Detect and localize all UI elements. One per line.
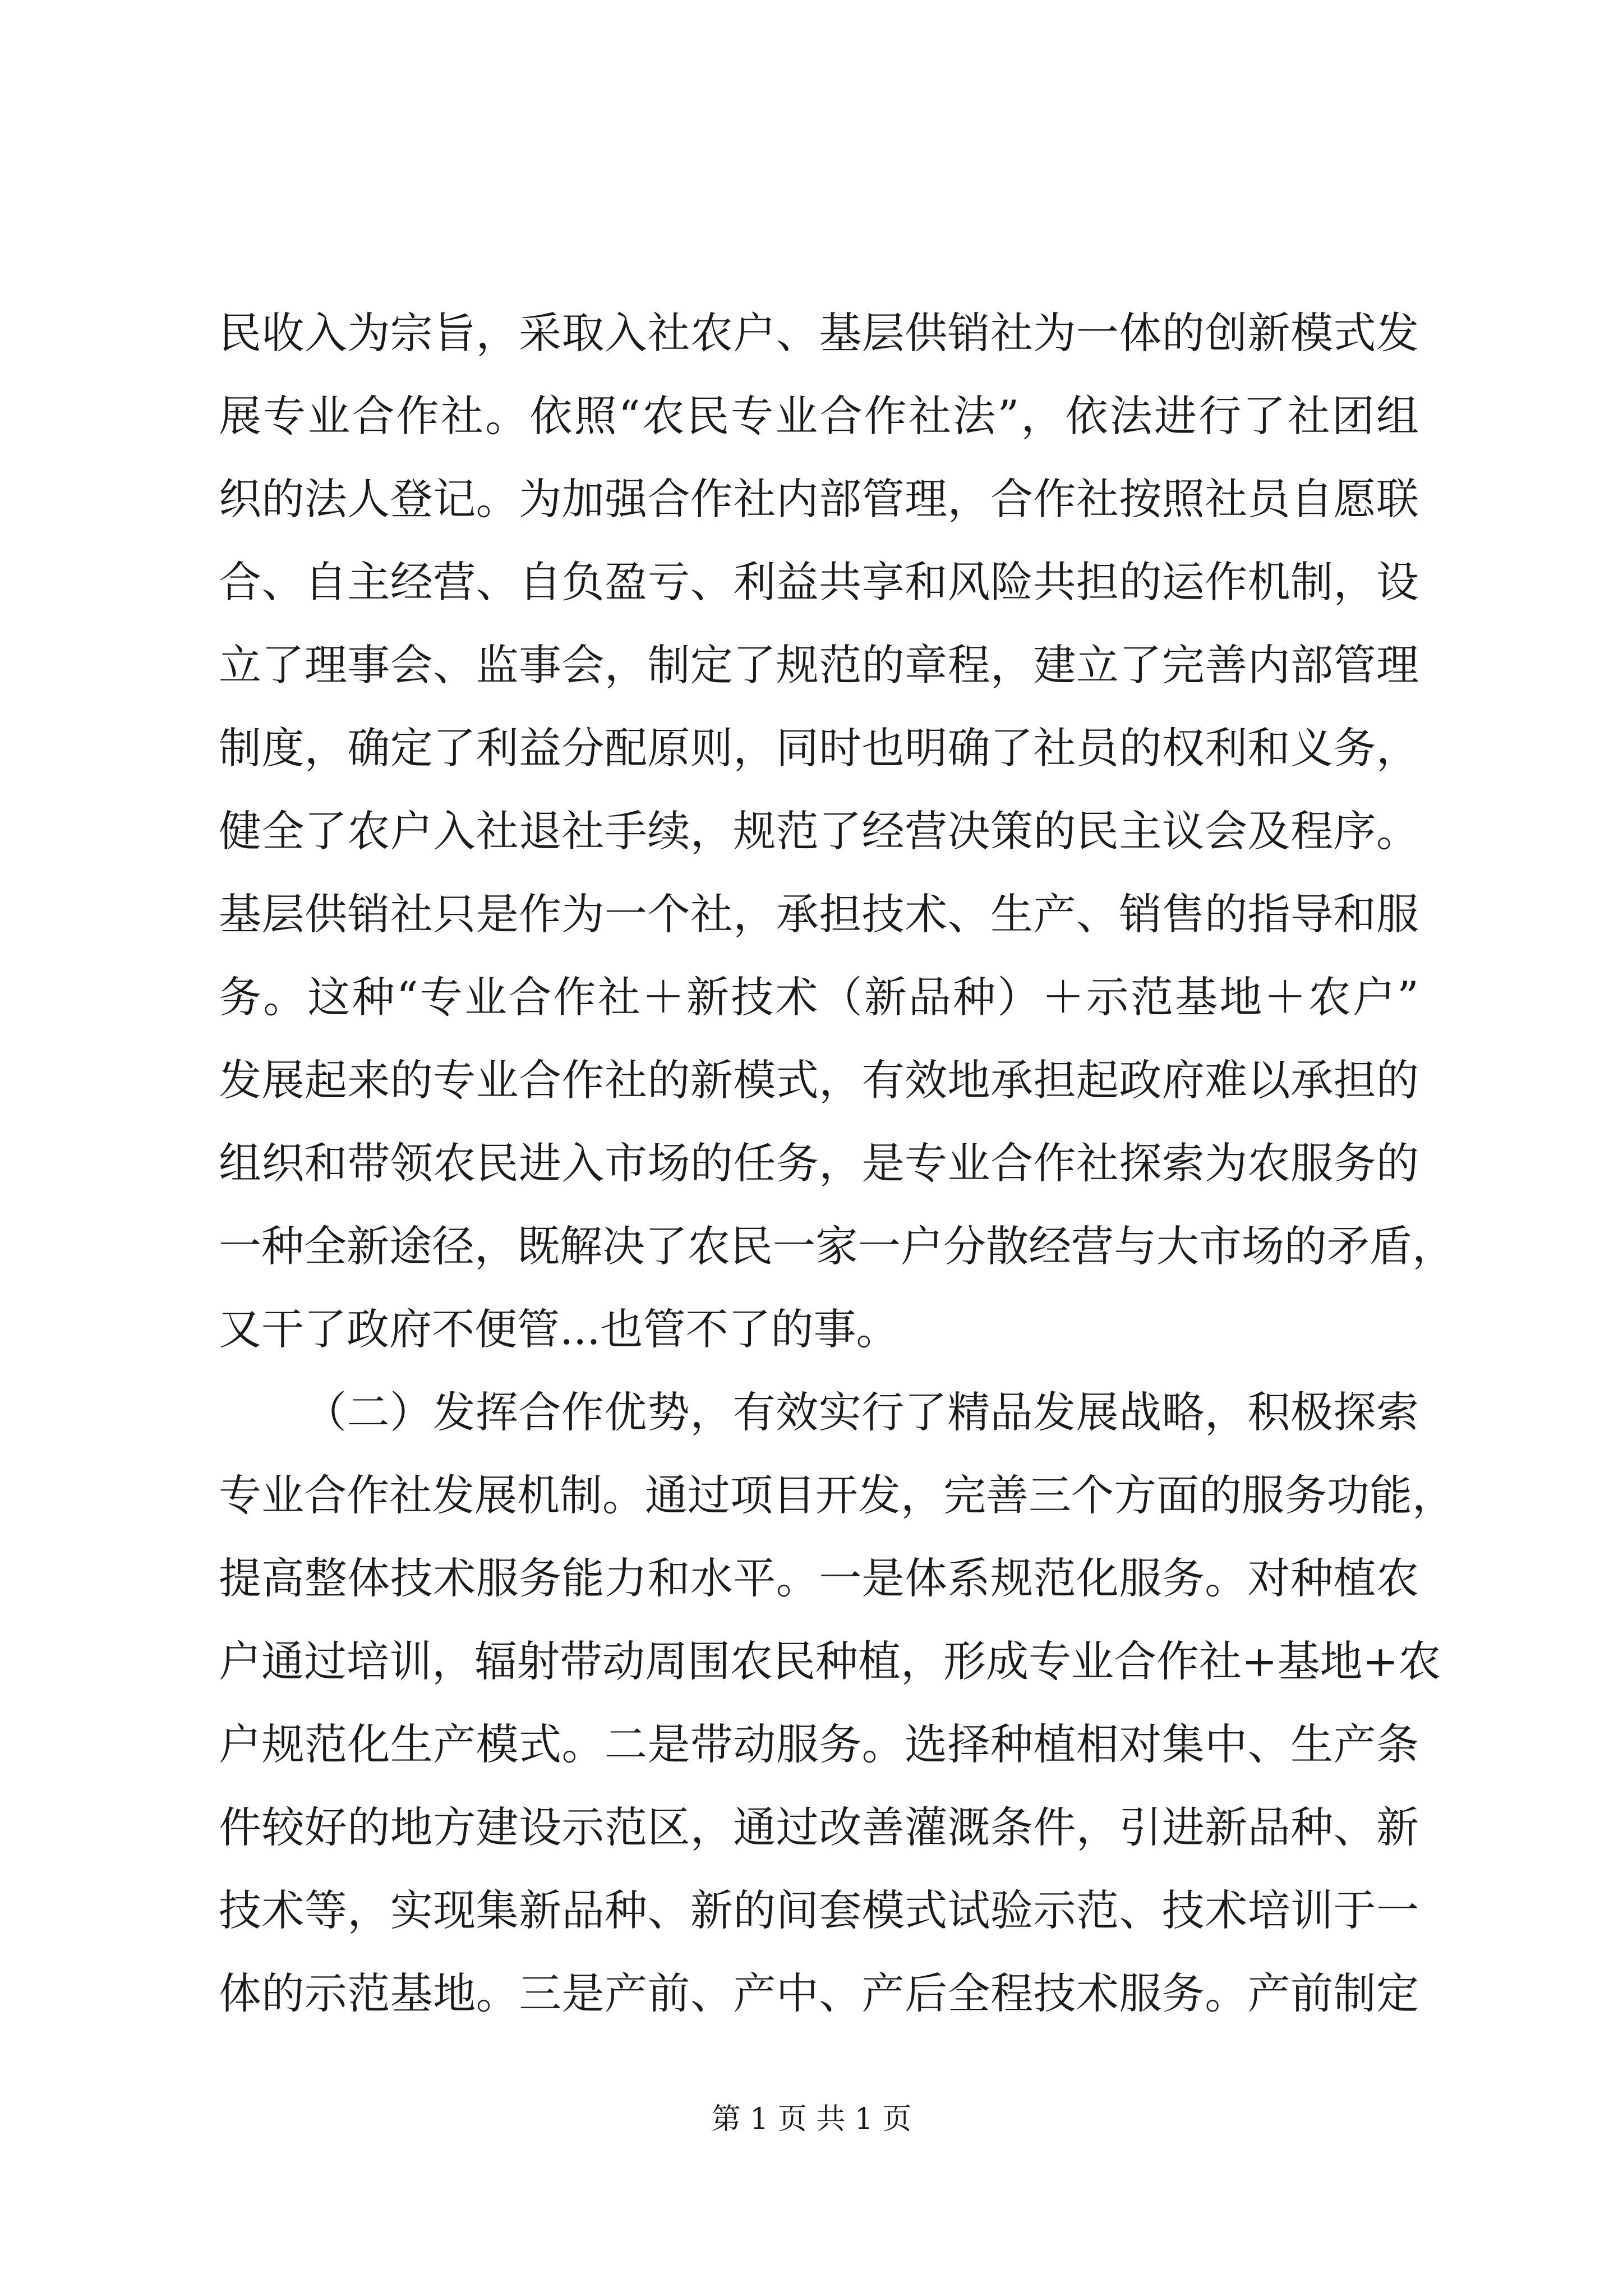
text-line: 体的示范基地。三是产前、产中、产后全程技术服务。产前制定 [219,1968,1419,2018]
text-line: 一种全新途径，既解决了农民一家一户分散经营与大市场的矛盾， [219,1221,1455,1271]
text-line: 又干了政府不便管...也管不了的事。 [219,1304,899,1354]
text-line: 件较好的地方建设示范区，通过改善灌溉条件，引进新品种、新 [219,1802,1419,1852]
text-line: 提高整体技术服务能力和水平。一是体系规范化服务。对种植农 [219,1553,1419,1603]
text-line: 组织和带领农民进入市场的任务，是专业合作社探索为农服务的 [219,1138,1419,1188]
text-line: 务。这种“专业合作社＋新技术（新品种）＋示范基地＋农户” [219,972,1419,1022]
text-line: 立了理事会、监事会，制定了规范的章程，建立了完善内部管理 [219,640,1419,690]
text-line: 技术等，实现集新品种、新的间套模式试验示范、技术培训于一 [219,1885,1419,1935]
text-line: 专业合作社发展机制。通过项目开发，完善三个方面的服务功能， [219,1470,1455,1520]
text-line: 基层供销社只是作为一个社，承担技术、生产、销售的指导和服 [219,889,1419,939]
text-line: （二）发挥合作优势，有效实行了精品发展战略，积极探索 [304,1387,1419,1437]
text-line: 健全了农户入社退社手续，规范了经营决策的民主议会及程序。 [219,806,1419,856]
page-number-footer: 第 1 页 共 1 页 [711,2102,912,2136]
paragraph-1 [219,292,1455,1371]
text-line: 合、自主经营、自负盈亏、利益共享和风险共担的运作机制，设 [219,557,1419,607]
text-line: 发展起来的专业合作社的新模式，有效地承担起政府难以承担的 [219,1055,1419,1105]
document-body [219,292,1455,2035]
text-line: 制度，确定了利益分配原则，同时也明确了社员的权利和义务， [219,723,1419,773]
text-line: 织的法人登记。为加强合作社内部管理，合作社按照社员自愿联 [219,474,1419,524]
text-line: 户规范化生产模式。二是带动服务。选择种植相对集中、生产条 [219,1719,1419,1769]
text-line: 民收入为宗旨，采取入社农户、基层供销社为一体的创新模式发 [219,308,1419,358]
text-line: 户通过培训，辐射带动周围农民种植，形成专业合作社+基地+农 [219,1636,1441,1686]
paragraph-2 [219,1371,1455,2035]
text-line: 展专业合作社。依照“农民专业合作社法”，依法进行了社团组 [219,391,1419,441]
